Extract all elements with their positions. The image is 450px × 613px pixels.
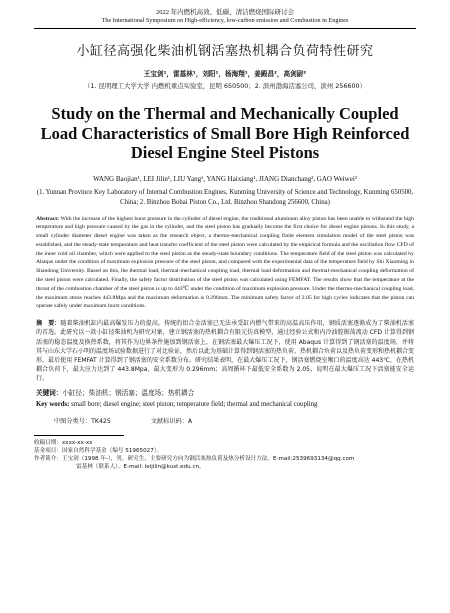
english-abstract [34, 215, 416, 312]
footnote-funding: 基金项目：国家自然科学基金（编号 51965027）。 [34, 447, 163, 454]
english-authors: WANG Baojian¹, LEI Jilin¹, LIU Yang¹, YANG Haixiang¹, JIANG Dianchang², GAO Weiwei² [93, 174, 357, 183]
chinese-title: 小缸径高强化柴油机钢活塞热机耦合负荷特性研究 [76, 44, 374, 59]
chinese-keywords-text: 小缸径；柴油机；钢活塞；温度场；热机耦合 [62, 388, 195, 397]
document-code-label: 文献标识码： [150, 417, 188, 425]
english-keywords-text: small bore; diesel engine; steel piston; temperature field; thermal and mechanical coupling [69, 400, 318, 408]
footnote-contact: 雷基林（联系人），E-mail: leijilin@kust.edu.cn。 [76, 464, 205, 471]
header-rule [34, 28, 416, 29]
conference-name-en: The International Symposium on High-efficiency, low-carbon emission and Combustion in Engines [101, 17, 349, 24]
chinese-authors: 王宝剑¹，雷基林¹，刘阳¹，杨海翔¹，姜殿昌²，高剑尉² [143, 70, 307, 78]
footnote-author: 作者简介：王宝剑（1998 年-），男，研究生，主要研究方向为钢活塞热负荷及热分析设计方法。E-mail:2539693134@qq.com [34, 456, 355, 463]
english-affiliation: (1. Yunnan Province Key Laboratory of Internal Combustion Engines, Kunming University of Science and Technology, Kunming 650500, China; 2. Binzhou Bohai Piston Co., Ltd. Binzhou Shandong 256600, China) [36, 188, 414, 206]
chinese-abstract-label: 摘 要： [36, 320, 61, 328]
conference-name-cn: 2022 年内燃机高效、低碳、清洁燃烧国际研讨会 [155, 9, 295, 16]
abstract-label: Abstract: [36, 215, 60, 222]
document-code [151, 416, 192, 425]
clc-value: TK425 [91, 417, 111, 425]
clc-label: 中图分类号： [54, 417, 92, 425]
footnotes [34, 439, 416, 472]
english-title: Study on the Thermal and Mechanically Coupled Load Characteristics of Small Bore High Reinforced Diesel Engine Steel Pistons [40, 104, 410, 162]
footnote-rule [34, 435, 124, 436]
footnote-received: 收稿日期：xxxx-xx-xx [34, 439, 93, 446]
chinese-affiliation: （1. 昆明理工大学大学 内燃机重点实验室，昆明 650500；2. 滨州渤海活塞公司，滨州 256600） [83, 82, 367, 90]
chinese-keywords-label: 关键词： [36, 388, 63, 397]
chinese-abstract [34, 319, 416, 383]
abstract-text: With the increase of the highest burst pressure in the cylinder of diesel engine, the traditional aluminum alloy piston has been unable to withstand the high temperature and high pressure caused by the gas in the cylinder, and the steel piston has gradually become the first choice for diesel engine pistons. In this study, a small cylinder diameter diesel engine was taken as the research object, a thermo-mechanical coupling finite element simulation model of the steel piston was established, and the steady-state temperature and heat transfer coefficient of the steel piston were calculated by the empirical formula and the oscillation flow CFD of the inner cold oil chamber, which were applied to the steel piston as the steady-state boundary conditions. The temperature field of the steel piston was calculated by Abaqus under the condition of maximum explosion pressure of the steel piston, and compared with the experimental data of the temperature field by Shi Xiaoming in Shandong University. Based on this, the thermal load, thermal-mechanical coupling load, thermal load deformation and thermal-mechanical coupling deformation of the steel piston were calculated. Finally, the safety factor distribution of the steel piston was calculated using FEMFAT. The results show that the temperature at the throat of the combustion chamber of the steel piston is up to 443℃ under the condition of maximum explosion pressure. Under the thermo-mechanical coupling load, the maximum stress reaches 443.8Mpa and the maximum deformation is 0.296mm. The minimum safety factor of 2.05 for high cycles indicates that the piston can operate safely under maximum burst conditions. [36, 215, 414, 310]
conference-header [34, 0, 416, 29]
clc-code [54, 416, 111, 425]
english-keywords-label: Key words: [36, 400, 70, 408]
english-keywords [34, 401, 416, 408]
document-code-value: A [187, 417, 193, 425]
chinese-abstract-text: 随着柴油机缸内最高爆发压力的提高，传统的铝合金活塞已无法承受缸内燃气带来的高温高压作用，钢质活塞逐渐成为了柴油机活塞的首选。此研究以一款小缸径柴油机为研究对象，建立钢活塞的热机耦合有限元仿真模型，通过经验公式和内冷油腔振荡流动 CFD 计算得到钢活塞的稳态温度及换热系数，将其作为边界条件施加到钢活塞上，在钢活塞最大爆压工况下，使用 Abaqus 计算得到了钢活塞的温度场，并将其与山东大学石小明的温度场试验数据进行了对比验证，然后以此为基础计算得到钢活塞的热负荷、热机耦合负荷以及热负荷变形和热机耦合变形，最后使用 FEMFAT 计算得到了钢活塞的安全系数分布。研究结果表明，在最大爆压工况下，钢活塞燃烧室喉口的温度高达 443℃，在热机耦合负荷下，最大应力达到了 443.8Mpa，最大变形为 0.296mm；高周循环下最低安全系数为 2.05，说明在最大爆压工况下活塞能安全运行。 [36, 320, 415, 383]
chinese-keywords [34, 387, 416, 397]
classification-line [34, 416, 416, 425]
